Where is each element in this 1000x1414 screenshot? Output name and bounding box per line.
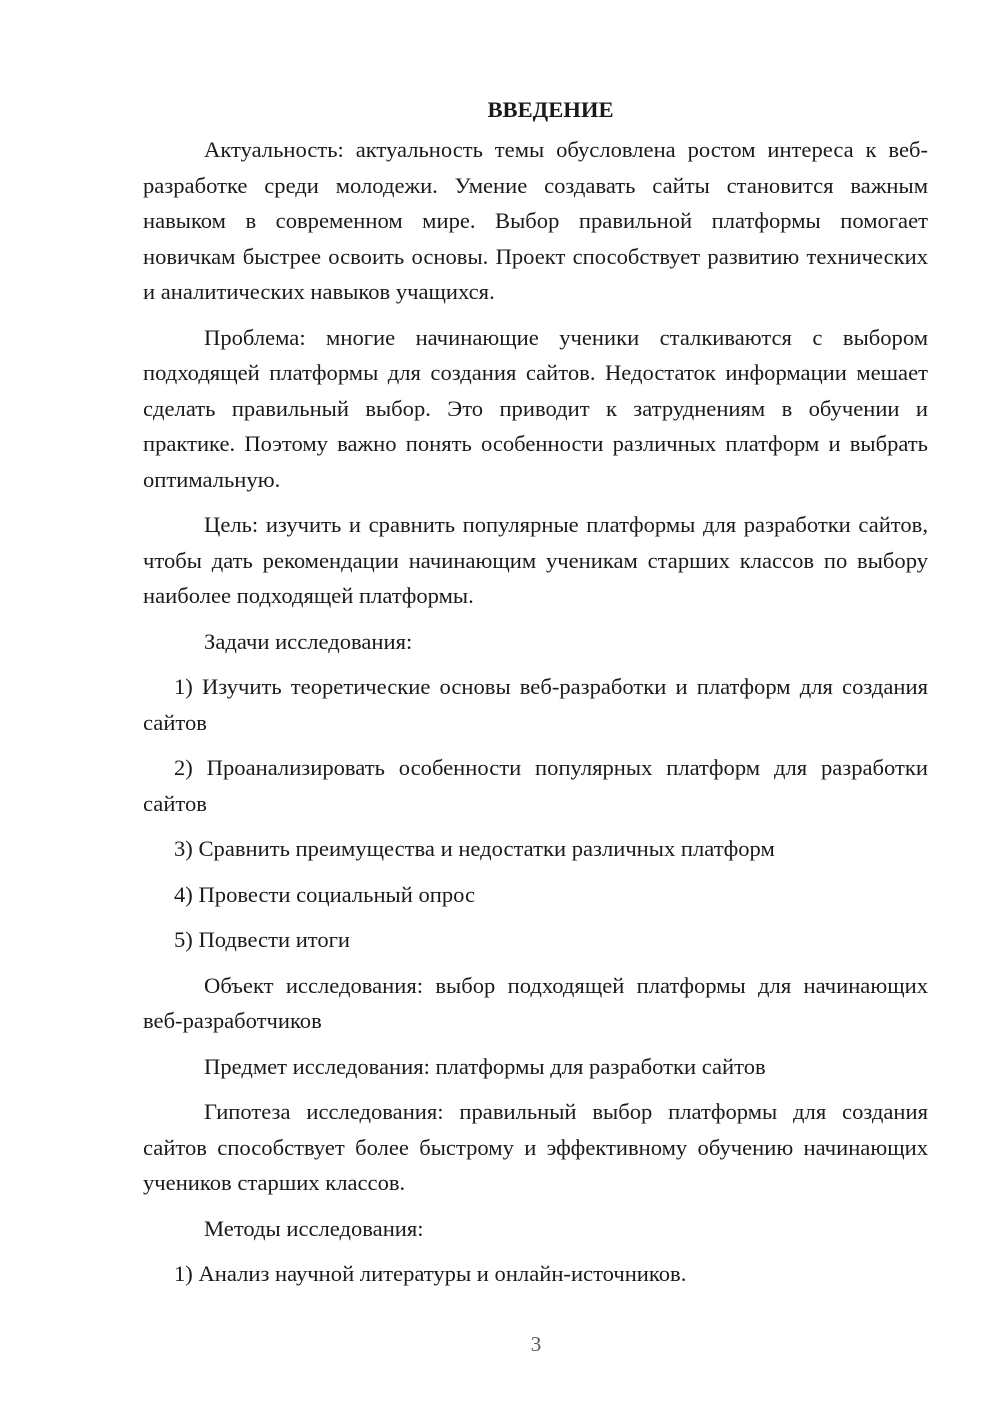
hypothesis-paragraph: Гипотеза исследования: правильный выбор платформы для создания сайтов способствует более быстрому и эффективному обучению начинающих учеников старших классов. xyxy=(143,1099,928,1195)
method-item-1: 1) Анализ научной литературы и онлайн-источников. xyxy=(174,1261,687,1286)
page-content xyxy=(143,92,928,1302)
problem-paragraph: Проблема: многие начинающие ученики сталкиваются с выбором подходящей платформы для создания сайтов. Недостаток информации мешает сделать правильный выбор. Это приводит к затруднениям в обучении и практике. Поэтому важно понять особенности различных платформ и выбрать оптимальную. xyxy=(143,324,928,492)
task-item-2: 2) Проанализировать особенности популярных платформ для разработки сайтов xyxy=(143,755,928,816)
methods-heading: Методы исследования: xyxy=(204,1215,424,1241)
task-item-1: 1) Изучить теоретические основы веб-разработки и платформ для создания сайтов xyxy=(143,674,928,735)
tasks-heading: Задачи исследования: xyxy=(204,628,413,654)
subject-paragraph: Предмет исследования: платформы для разработки сайтов xyxy=(204,1053,766,1079)
relevance-paragraph: Актуальность: актуальность темы обусловлена ростом интереса к веб-разработке среди молодежи. Умение создавать сайты становится важным навыком в современном мире. Выбор правильной платформы помогает новичкам быстрее освоить основы. Проект способствует развитию технических и аналитических навыков учащихся. xyxy=(143,137,928,304)
goal-paragraph: Цель: изучить и сравнить популярные платформы для разработки сайтов, чтобы дать рекомендации начинающим ученикам старших классов по выбору наиболее подходящей платформы. xyxy=(143,512,928,608)
page-number: 3 xyxy=(530,1332,542,1356)
task-item-3: 3) Сравнить преимущества и недостатки различных платформ xyxy=(174,836,775,861)
task-item-4: 4) Провести социальный опрос xyxy=(174,881,476,907)
task-item-5: 5) Подвести итоги xyxy=(174,927,351,952)
page-title: ВВЕДЕНИЕ xyxy=(487,97,614,122)
object-paragraph: Объект исследования: выбор подходящей платформы для начинающих веб-разработчиков xyxy=(143,972,928,1033)
